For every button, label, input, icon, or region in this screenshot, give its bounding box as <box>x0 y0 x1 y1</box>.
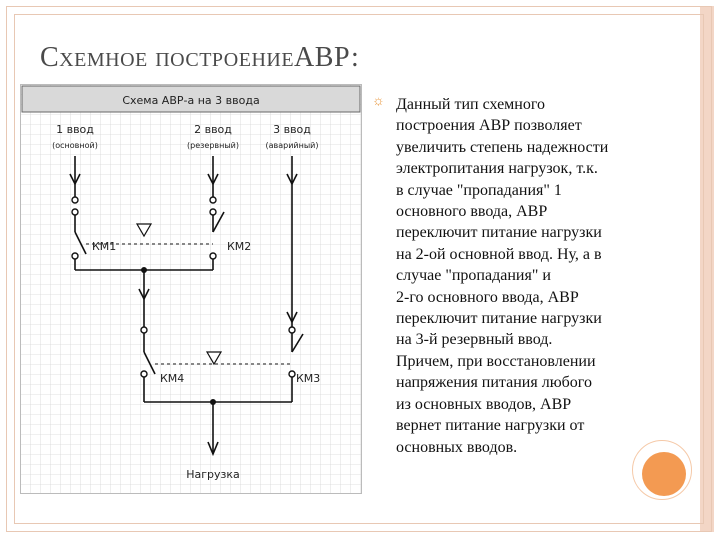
contactor-km4-label: КМ4 <box>160 372 185 385</box>
input-2-type: (резервный) <box>187 141 239 150</box>
decorative-circle <box>642 452 686 496</box>
slide-title <box>40 42 359 74</box>
contactor-km2-label: КМ2 <box>227 240 252 253</box>
input-1-type: (основной) <box>52 141 98 150</box>
input-2-label: 2 ввод <box>194 123 232 136</box>
ats-circuit-diagram <box>20 84 362 494</box>
bullet-icon: ☼ <box>372 94 385 109</box>
title-suffix: АВР: <box>294 42 360 73</box>
slide-body-text: Данный тип схемного построения АВР позволяет увеличить степень надежности электропитания нагрузок, т.к. в случае "пропадания" 1 основного ввода, АВР переключит питание нагрузки на 2-ой основной ввод. Ну, а в случае "пропадания" и 2-го основного ввода, АВР переключит питание нагрузки на 3-й резервный ввод. Причем, при восстановлении напряжения питания любого из основных вводов, АВР вернет питание нагрузки от основных вводов. <box>396 96 609 456</box>
input-1-label: 1 ввод <box>56 123 94 136</box>
diagram-header: Схема АВР-а на 3 ввода <box>122 94 260 107</box>
input-3-type: (аварийный) <box>265 141 319 150</box>
contactor-km1-label: КМ1 <box>92 240 117 253</box>
input-3-label: 3 ввод <box>273 123 311 136</box>
load-label: Нагрузка <box>186 468 240 481</box>
contactor-km3-label: КМ3 <box>296 372 321 385</box>
title-main: Схемное построение <box>40 42 295 73</box>
